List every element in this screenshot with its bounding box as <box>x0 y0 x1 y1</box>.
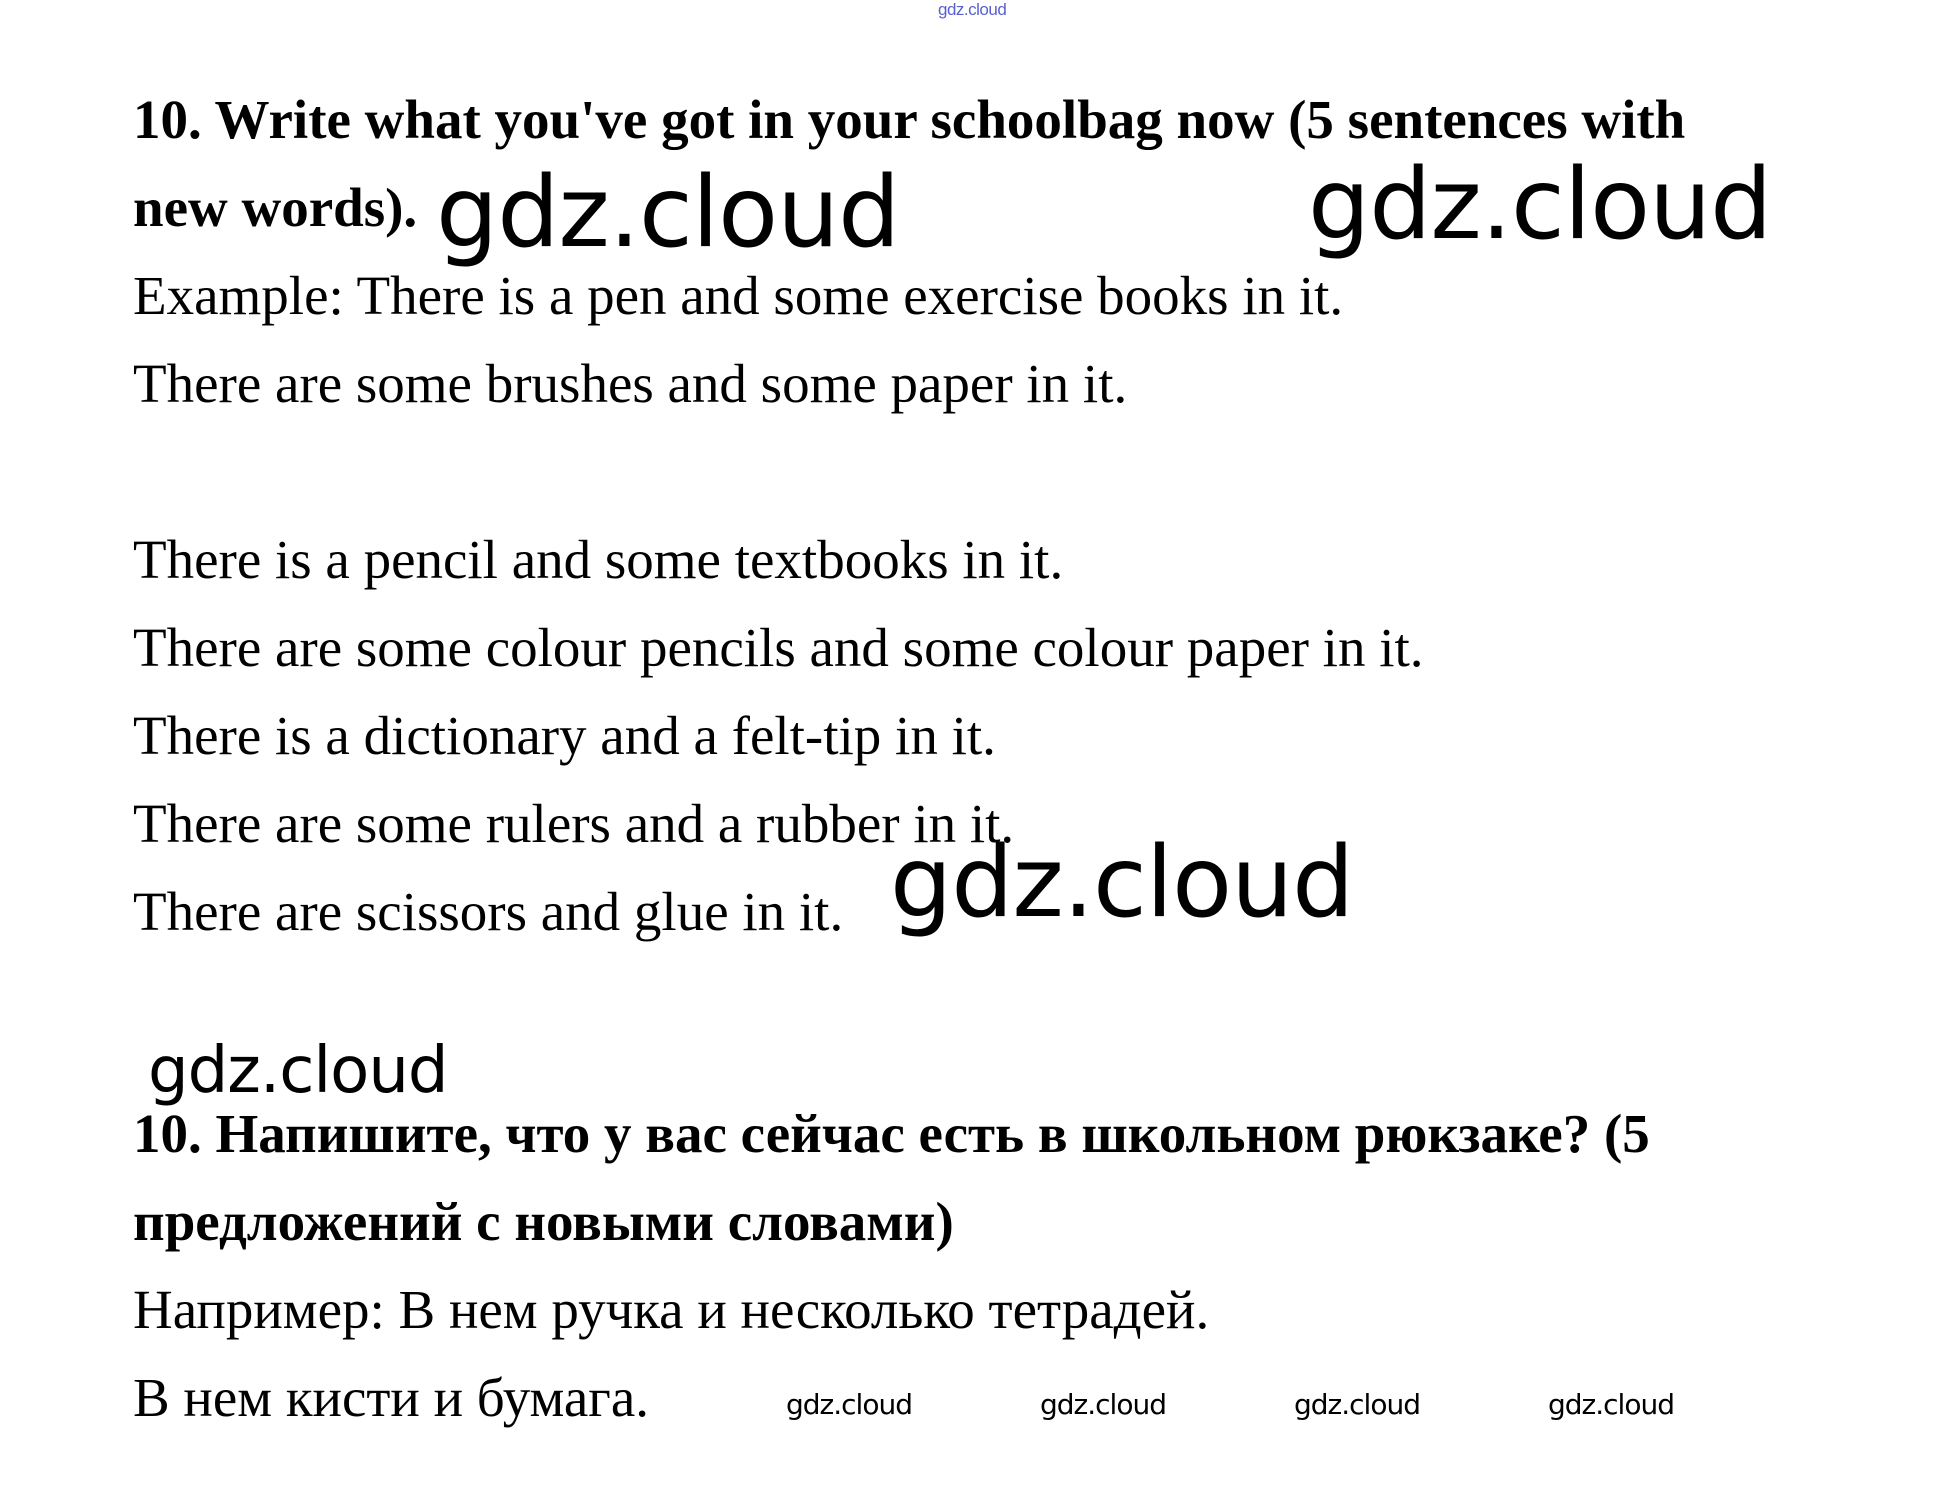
watermark: gdz.cloud <box>1294 1388 1420 1421</box>
russian-example-line2: В нем кисти и бумага. <box>133 1367 650 1428</box>
english-example-line1: Example: There is a pen and some exercise books in it. <box>133 265 1344 326</box>
english-heading-line2: new words). <box>133 177 418 238</box>
watermark: gdz.cloud <box>1040 1388 1166 1421</box>
english-answer-5: There are scissors and glue in it. <box>133 881 844 942</box>
watermark: gdz.cloud <box>148 1034 448 1108</box>
english-answer-1: There is a pencil and some textbooks in it. <box>133 529 1064 590</box>
english-answer-4: There are some rulers and a rubber in it. <box>133 793 1015 854</box>
russian-heading-line2: предложений с новыми словами) <box>133 1191 954 1252</box>
watermark: gdz.cloud <box>1548 1388 1674 1421</box>
russian-heading-line1: 10. Напишите, что у вас сейчас есть в школьном рюкзаке? (5 <box>133 1103 1650 1164</box>
english-heading-line1: 10. Write what you've got in your schoolbag now (5 sentences with <box>133 89 1686 150</box>
top-watermark: gdz.cloud <box>938 0 1007 19</box>
watermark: gdz.cloud <box>436 156 900 270</box>
watermark: gdz.cloud <box>1308 148 1772 262</box>
english-answer-3: There is a dictionary and a felt-tip in it. <box>133 705 996 766</box>
english-answer-2: There are some colour pencils and some colour paper in it. <box>133 617 1424 678</box>
russian-example-line1: Например: В нем ручка и несколько тетрадей. <box>133 1279 1210 1340</box>
watermark: gdz.cloud <box>786 1388 912 1421</box>
watermark: gdz.cloud <box>890 826 1354 940</box>
english-example-line2: There are some brushes and some paper in it. <box>133 353 1128 414</box>
